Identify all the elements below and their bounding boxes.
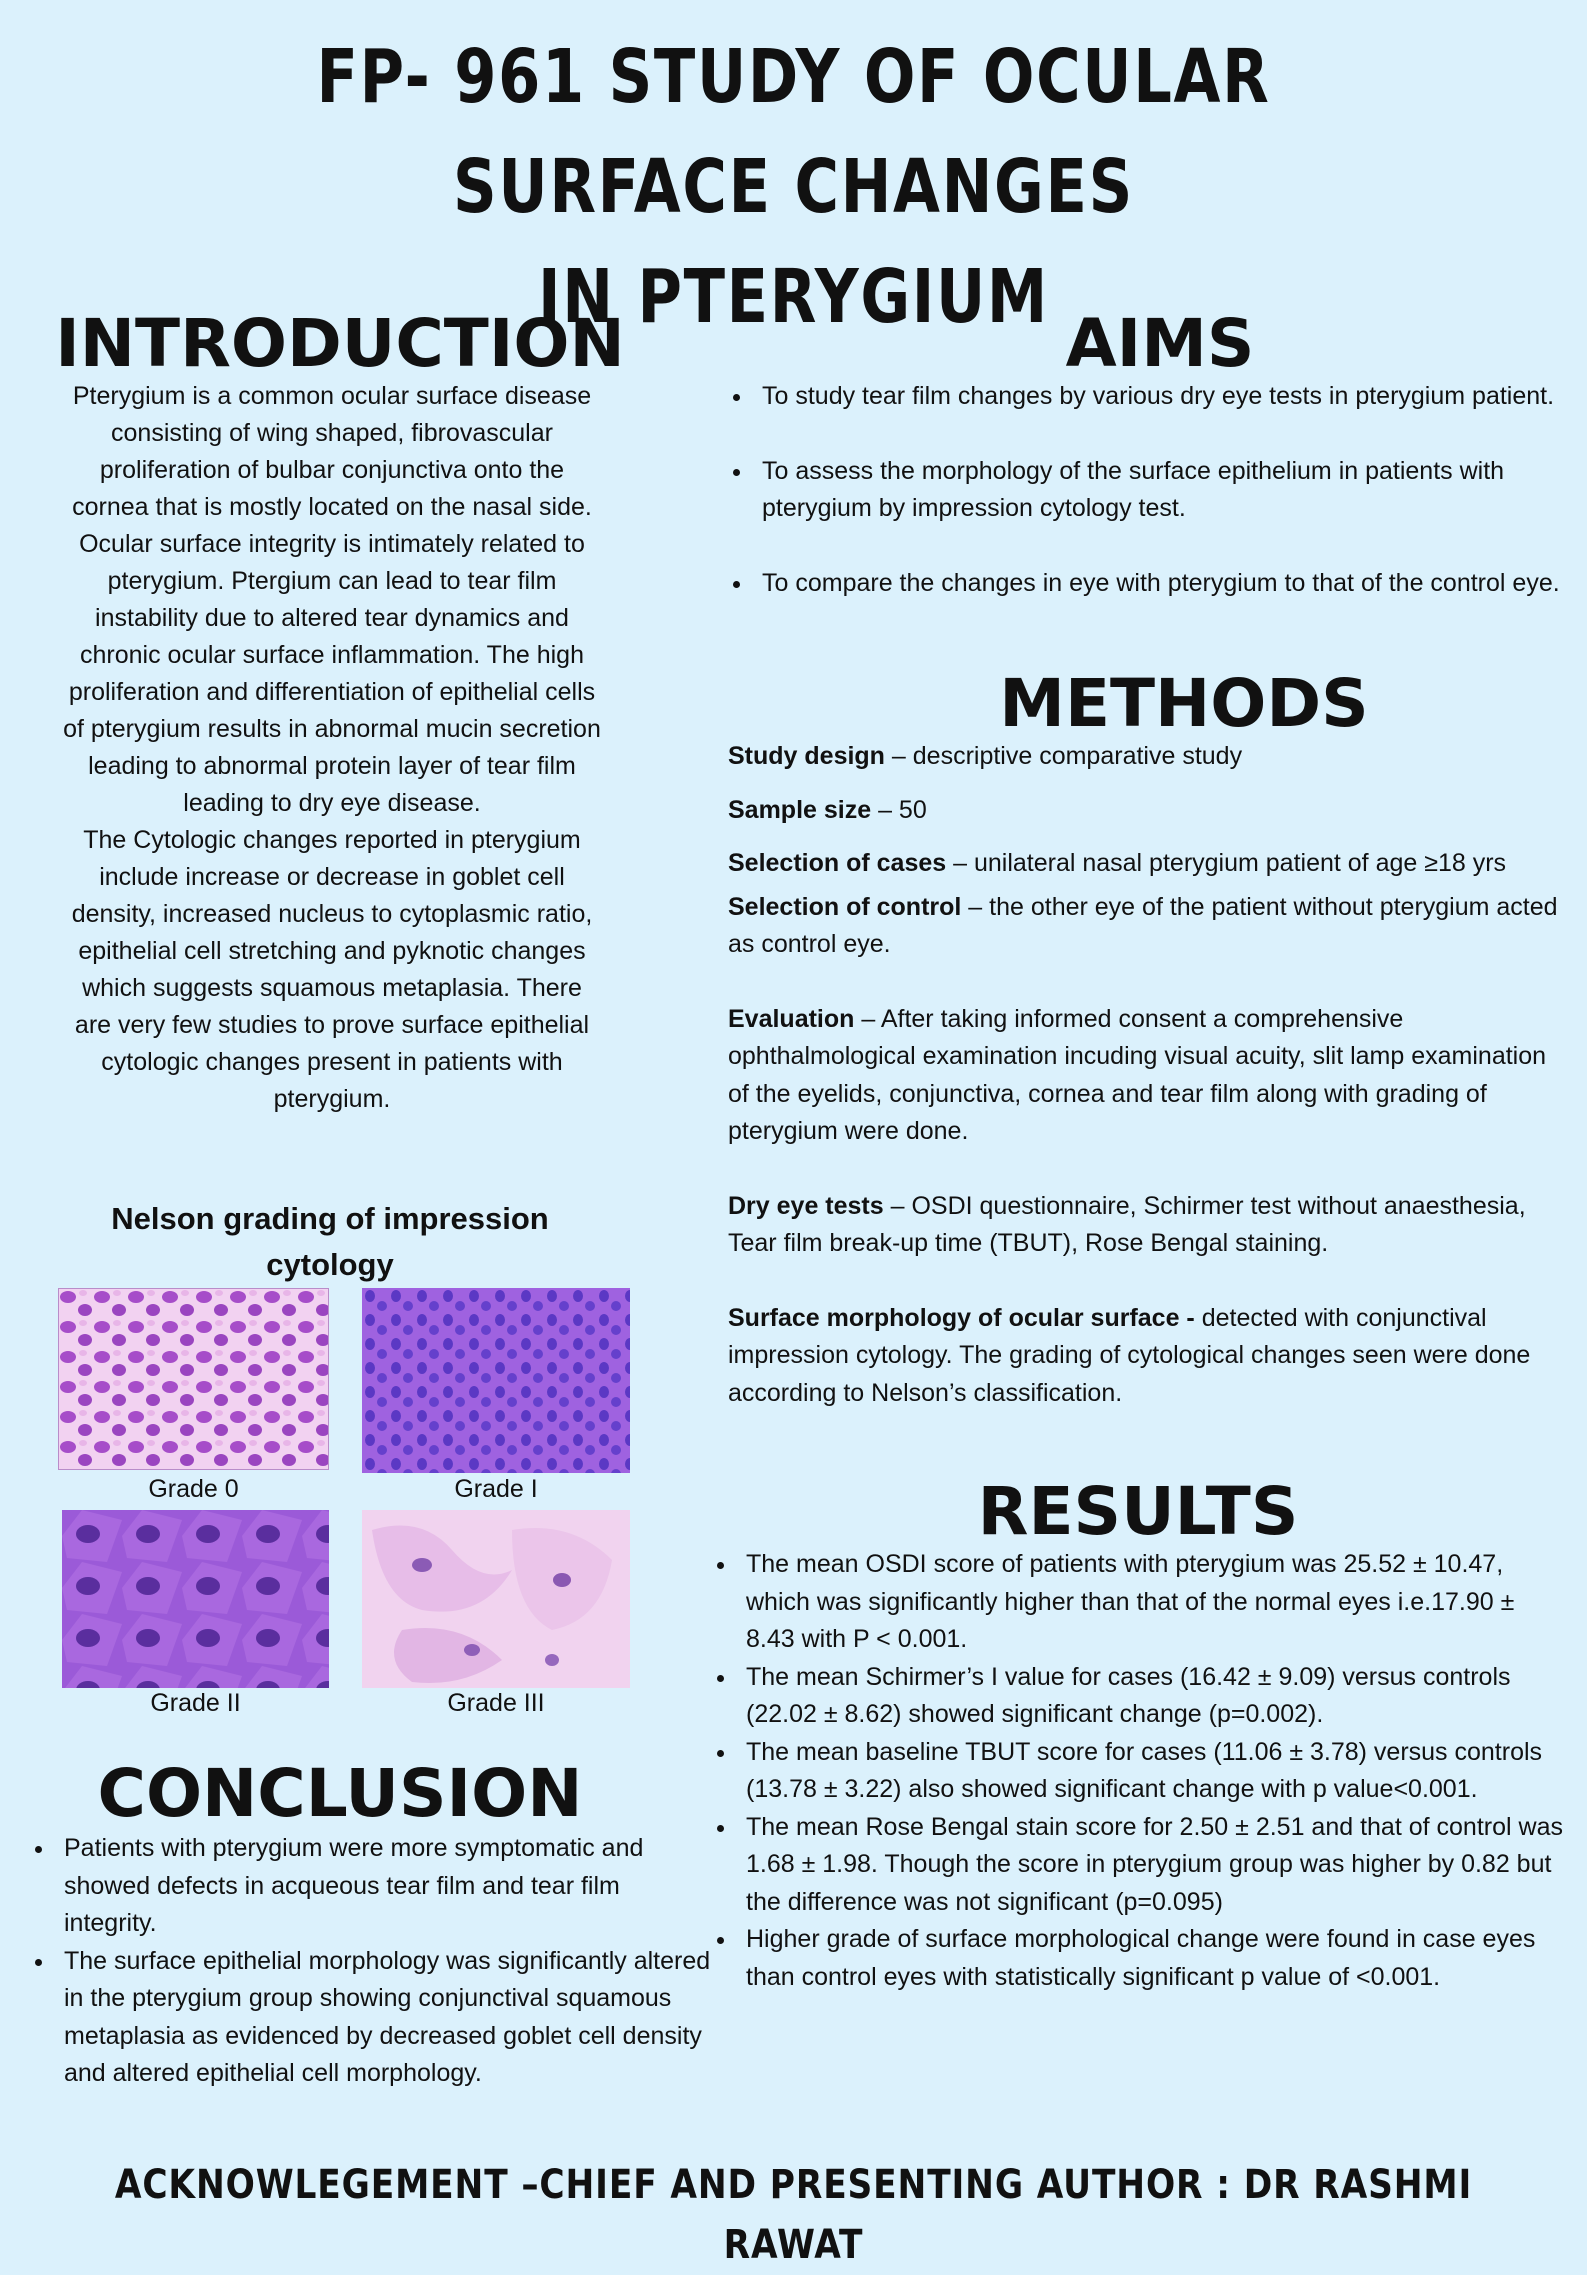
methods-selection-cases: Selection of cases – unilateral nasal pterygium patient of age ≥18 yrs [728,849,1507,877]
methods-surface-morphology: Surface morphology of ocular surface - detected with conjunctival impression cytology. The grading of cytological changes seen were done according to Nelson’s classification. [728,1303,1531,1407]
results-item: • The mean Schirmer’s I value for cases (16.42 ± 9.09) versus controls (22.02 ± 8.62) showed significant change (p=0.002). [738,1659,1568,1734]
cytology-image-grade-1 [362,1288,630,1473]
methods-heading: METHODS [999,665,1369,742]
methods-sample-size: Sample size – 50 [728,795,927,824]
conclusion-heading: CONCLUSION [97,1755,583,1832]
grade-0-caption: Grade 0 [148,1475,239,1503]
conclusion-item: • The surface epithelial morphology was significantly altered in the pterygium group showing conjunctival squamous metaplasia as evidenced by decreased goblet cell density and altered epithelial cell morphology. [56,1943,716,2093]
aims-item: • To study tear film changes by various dry eye tests in pterygium patient. [754,378,1587,416]
conclusion-item: • Patients with pterygium were more symptomatic and showed defects in acqueous tear film and tear film integrity. [56,1830,716,1943]
grade-3-caption: Grade III [447,1689,545,1717]
cytology-image-grade-0 [58,1288,329,1470]
results-heading: RESULTS [977,1473,1299,1550]
poster-title-line-1: FP- 961 STUDY OF OCULAR SURFACE CHANGES [316,34,1271,230]
methods-selection-control: Selection of control – the other eye of the patient without pterygium acted as control eye. [728,892,1558,958]
methods-evaluation: Evaluation – After taking informed consent a comprehensive ophthalmological examination incuding visual acuity, slit lamp examination of the eyelids, conjunctiva, cornea and tear film along with grading of pterygium were done. [728,1004,1547,1145]
aims-item: • To assess the morphology of the surface epithelium in patients with pterygium by impression cytology test. [754,453,1587,528]
results-item: • The mean OSDI score of patients with pterygium was 25.52 ± 10.47, which was significantly higher than that of the normal eyes i.e.17.90 ± 8.43 with P < 0.001. [738,1546,1568,1659]
methods-body [728,738,1587,1412]
nelson-grading-title: Nelson grading of impression cytology [111,1201,549,1282]
introduction-paragraph-2: The Cytologic changes reported in pterygium include increase or decrease in goblet cell density, increased nucleus to cytoplasmic ratio, epithelial cell stretching and pyknotic changes which suggests squamous metaplasia. There are very few studies to prove surface epithelial cytologic changes present in patients with pterygium. [71,826,593,1113]
conclusion-list [30,1830,716,2093]
cytology-image-grade-3 [362,1510,630,1688]
results-item: • Higher grade of surface morphological change were found in case eyes than control eyes with statistically significant p value of <0.001. [738,1921,1568,1996]
results-item: • The mean baseline TBUT score for cases (11.06 ± 3.78) versus controls (13.78 ± 3.22) also showed significant change with p value<0.001. [738,1734,1568,1809]
results-item: • The mean Rose Bengal stain score for 2.50 ± 2.51 and that of control was 1.68 ± 1.98. Though the score in pterygium group was higher by 0.82 but the difference was not significant (p=0.095) [738,1809,1568,1922]
aims-heading: AIMS [1065,305,1255,382]
introduction-heading: INTRODUCTION [55,305,625,382]
results-list [712,1546,1568,1996]
poster-title-line-2: IN PTERYGIUM [538,254,1049,340]
cytology-image-grade-2 [62,1510,329,1688]
grade-1-caption: Grade I [454,1475,538,1503]
aims-list [728,378,1587,602]
introduction-body [62,378,602,1118]
poster-title [167,22,1419,352]
methods-study-design: Study design – descriptive comparative study [728,742,1243,770]
grade-2-caption: Grade II [150,1689,241,1717]
acknowledgement: ACKNOWLEGEMENT –CHIEF AND PRESENTING AUTHOR : DR RASHMI RAWAT [114,2162,1473,2268]
methods-dry-eye-tests: Dry eye tests – OSDI questionnaire, Schirmer test without anaesthesia, Tear film break-up time (TBUT), Rose Bengal staining. [728,1191,1526,1257]
aims-item: • To compare the changes in eye with pterygium to that of the control eye. [754,565,1587,603]
introduction-paragraph-1: Pterygium is a common ocular surface disease consisting of wing shaped, fibrovascular proliferation of bulbar conjunctiva onto the cornea that is mostly located on the nasal side. Ocular surface integrity is intimately related to pterygium. Ptergium can lead to tear film instability due to altered tear dynamics and chronic ocular surface inflammation. The high proliferation and differentiation of epithelial cells of pterygium results in abnormal mucin secretion leading to abnormal protein layer of tear film leading to dry eye disease. [63,382,601,817]
